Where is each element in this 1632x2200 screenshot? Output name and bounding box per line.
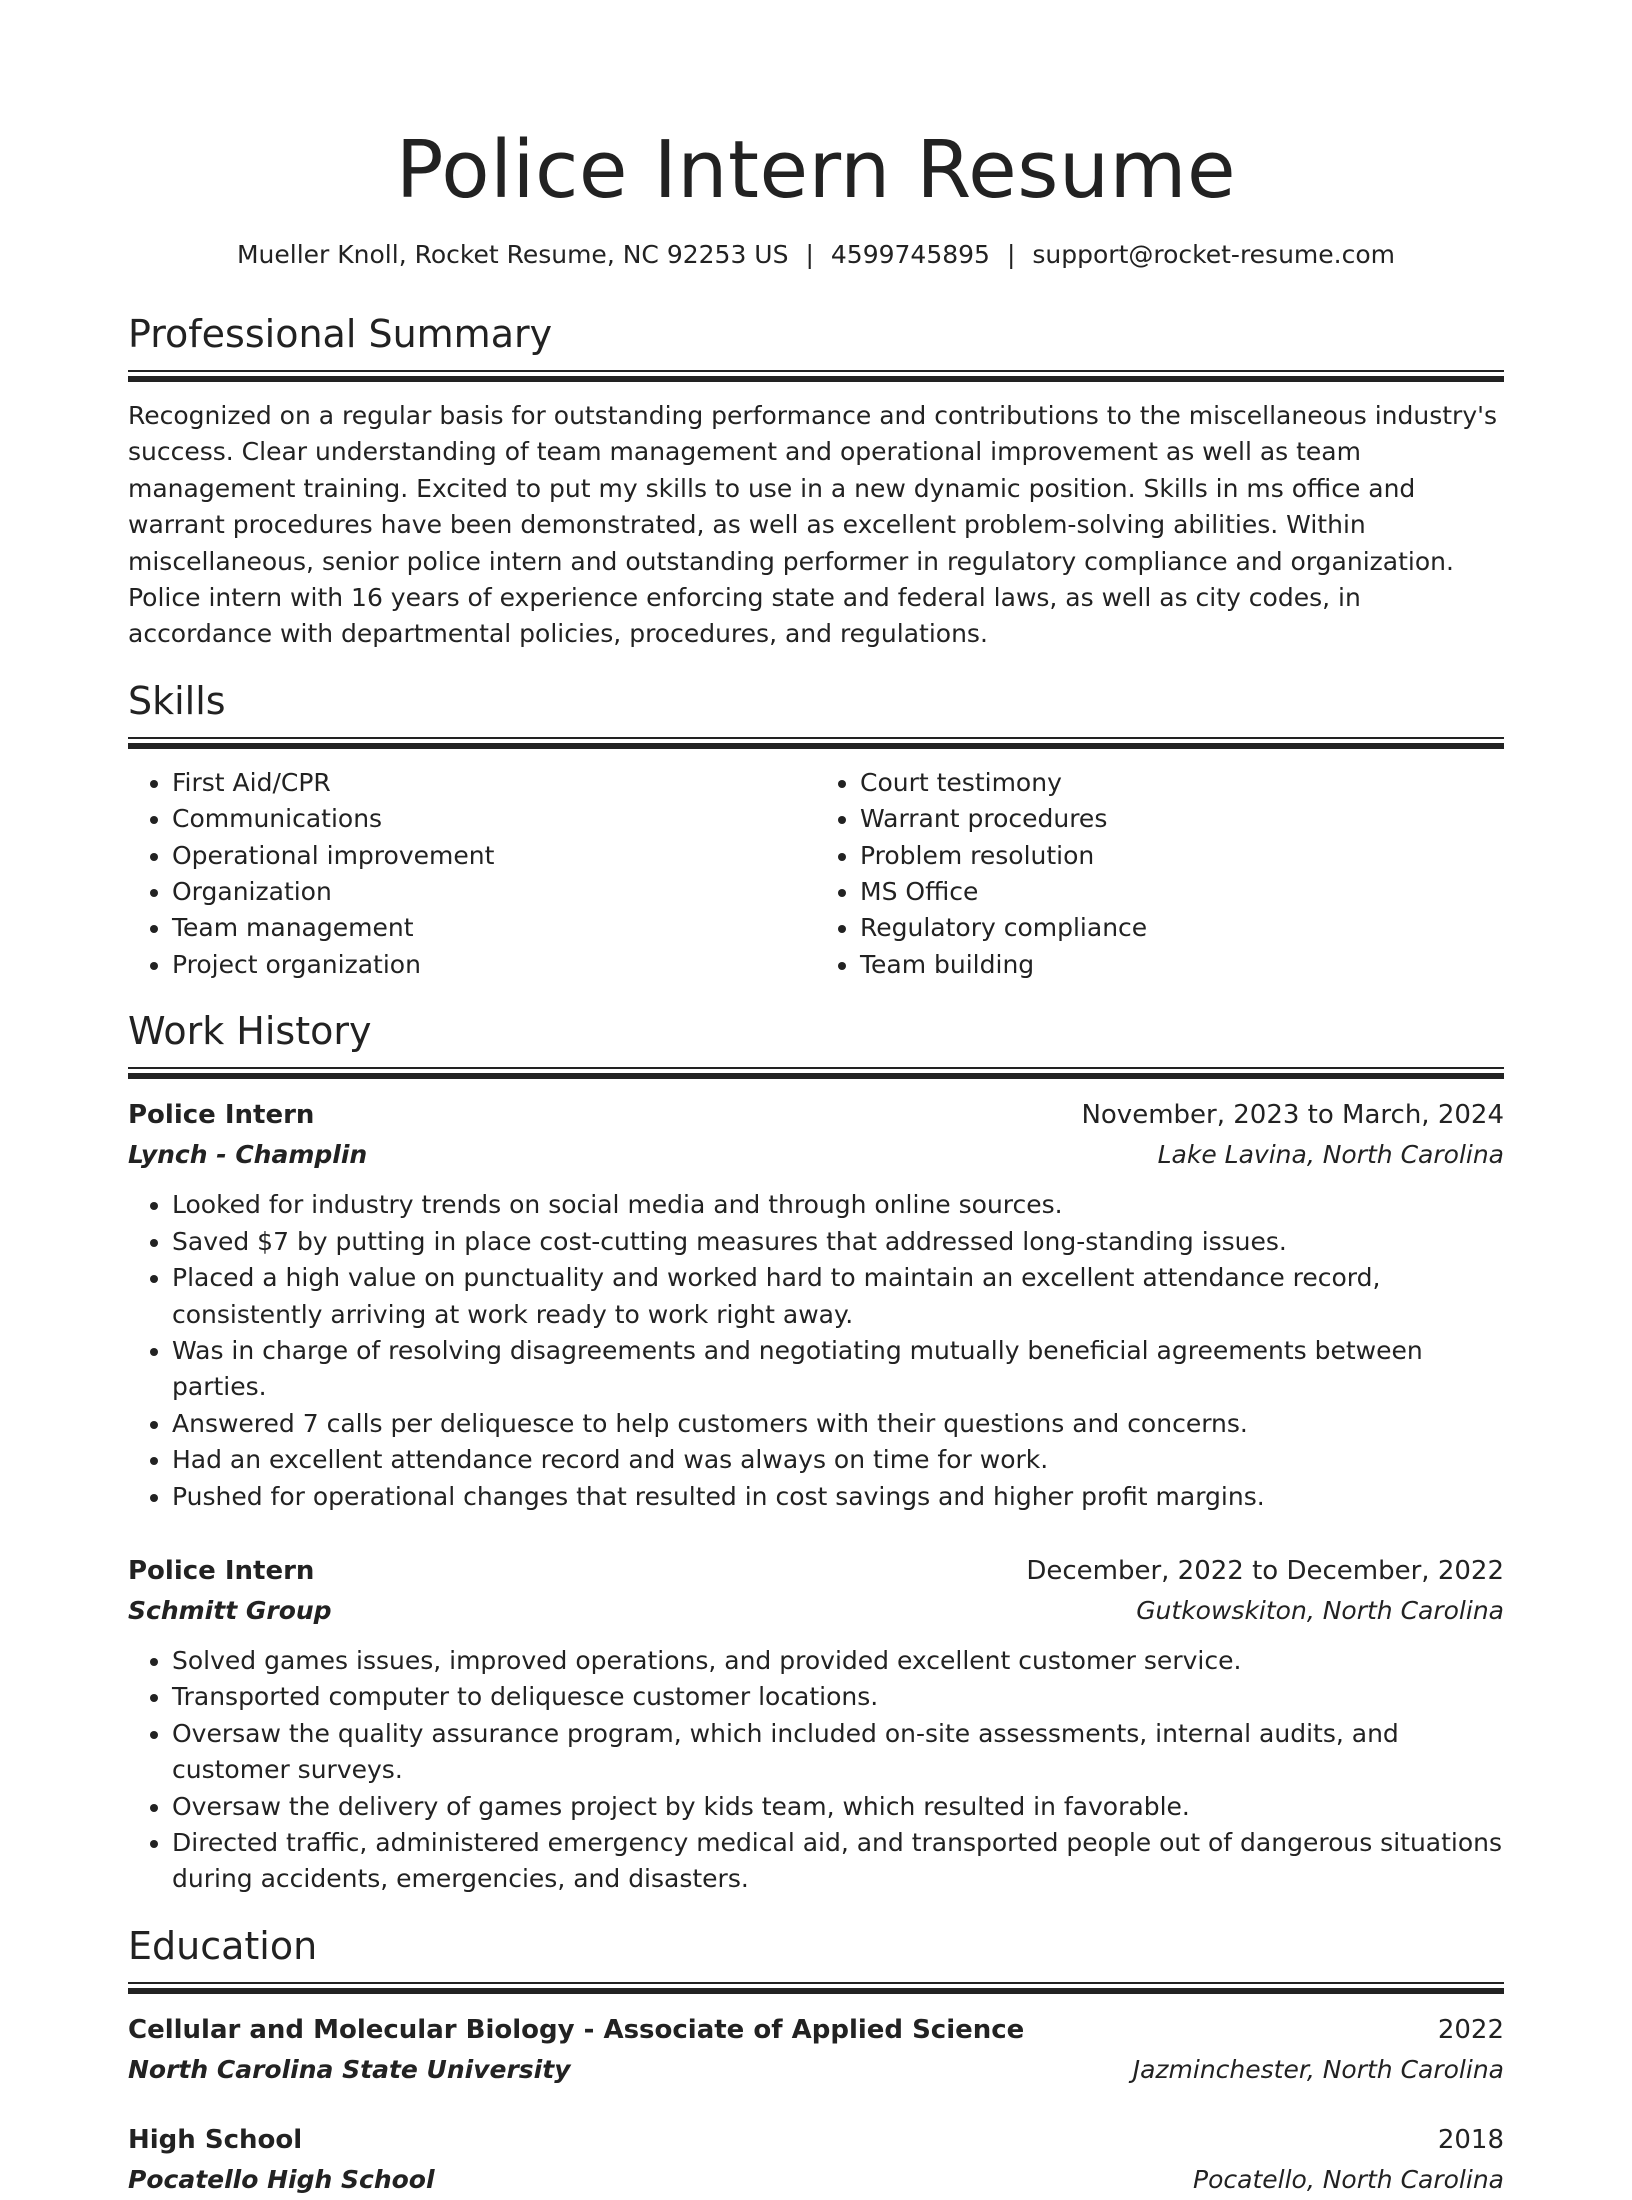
contact-address: Mueller Knoll, Rocket Resume, NC 92253 US	[236, 240, 789, 269]
job-entry	[128, 1095, 1504, 1515]
education-degree: High School	[128, 2124, 303, 2155]
section-divider	[128, 1067, 1504, 1081]
education-school: Pocatello High School	[128, 2164, 435, 2194]
job-bullet: • Saved $7 by putting in place cost-cutting measures that addressed long-standing issues.	[172, 1224, 1504, 1260]
job-bullet: • Pushed for operational changes that resulted in cost savings and higher profit margins.	[172, 1479, 1504, 1515]
contact-email: support@rocket-resume.com	[1032, 240, 1396, 269]
skill-item: • Team management	[172, 910, 816, 946]
skill-item: • Communications	[172, 801, 816, 837]
skill-item: • Court testimony	[860, 765, 1504, 801]
education-year: 2018	[1437, 2124, 1504, 2155]
summary-section	[128, 312, 1504, 653]
education-heading: Education	[128, 1923, 318, 1968]
skill-item: • Team building	[860, 947, 1504, 983]
job-company-row	[128, 1591, 1504, 1631]
skill-item: • Operational improvement	[172, 838, 816, 874]
job-bullet: • Oversaw the quality assurance program, which included on-site assessments, internal audits, and customer surveys.	[172, 1716, 1504, 1789]
education-entry	[128, 2120, 1504, 2200]
skill-item: • Problem resolution	[860, 838, 1504, 874]
education-year: 2022	[1437, 2014, 1504, 2045]
contact-separator: |	[1006, 240, 1016, 269]
education-school-row	[128, 2050, 1504, 2090]
summary-text: Recognized on a regular basis for outstanding performance and contributions to the miscellaneous industry's success. Clear understanding of team management and operational improvement as well as team management training. Excited to put my skills to use in a new dynamic position. Skills in ms office and warrant procedures have been demonstrated, as well as excellent problem-solving abilities. Within miscellaneous, senior police intern and outstanding performer in regulatory compliance and organization. Police intern with 16 years of experience enforcing state and federal laws, as well as city codes, in accordance with departmental policies, procedures, and regulations.	[128, 401, 1498, 649]
job-bullet: • Directed traffic, administered emergency medical aid, and transported people out of dangerous situations during accidents, emergencies, and disasters.	[172, 1825, 1504, 1898]
job-title: Police Intern	[128, 1555, 315, 1586]
skills-column-left	[128, 765, 816, 983]
job-company: Schmitt Group	[128, 1595, 332, 1625]
job-bullet: • Oversaw the delivery of games project by kids team, which resulted in favorable.	[172, 1789, 1504, 1825]
section-divider	[128, 737, 1504, 751]
job-location: Gutkowskiton, North Carolina	[1136, 1595, 1504, 1625]
job-header-row	[128, 1551, 1504, 1591]
education-section	[128, 1924, 1504, 2200]
education-school-row	[128, 2160, 1504, 2200]
education-degree: Cellular and Molecular Biology - Associate of Applied Science	[128, 2014, 1025, 2045]
skill-item: • First Aid/CPR	[172, 765, 816, 801]
job-bullet: • Looked for industry trends on social media and through online sources.	[172, 1187, 1504, 1223]
job-bullet: • Was in charge of resolving disagreements and negotiating mutually beneficial agreements between parties.	[172, 1333, 1504, 1406]
job-bullet: • Placed a high value on punctuality and worked hard to maintain an excellent attendance record, consistently arriving at work ready to work right away.	[172, 1260, 1504, 1333]
skills-heading: Skills	[128, 678, 226, 723]
job-bullet: • Had an excellent attendance record and was always on time for work.	[172, 1442, 1504, 1478]
contact-separator: |	[805, 240, 814, 269]
contact-line	[128, 238, 1504, 272]
education-location: Jazminchester, North Carolina	[1132, 2054, 1504, 2084]
job-dates: December, 2022 to December, 2022	[1026, 1555, 1504, 1586]
education-school: North Carolina State University	[128, 2054, 571, 2084]
skills-column-right	[816, 765, 1504, 983]
resume-title: Police Intern Resume	[395, 124, 1237, 216]
job-header-row	[128, 1095, 1504, 1135]
skill-item: • Organization	[172, 874, 816, 910]
work-history-heading: Work History	[128, 1009, 372, 1054]
summary-heading: Professional Summary	[128, 312, 553, 356]
education-header-row	[128, 2120, 1504, 2160]
education-location: Pocatello, North Carolina	[1193, 2164, 1504, 2194]
skill-item: • MS Office	[860, 874, 1504, 910]
job-location: Lake Lavina, North Carolina	[1157, 1140, 1504, 1170]
contact-phone: 4599745895	[830, 240, 990, 269]
job-bullets	[128, 1187, 1504, 1515]
job-company: Lynch - Champlin	[128, 1140, 368, 1170]
skill-item: • Warrant procedures	[860, 801, 1504, 837]
job-bullets	[128, 1643, 1504, 1898]
section-divider	[128, 370, 1504, 384]
job-title: Police Intern	[128, 1100, 315, 1131]
job-company-row	[128, 1135, 1504, 1175]
skills-list	[128, 765, 1504, 983]
job-bullet: • Solved games issues, improved operations, and provided excellent customer service.	[172, 1643, 1504, 1679]
job-dates: November, 2023 to March, 2024	[1081, 1100, 1504, 1131]
skills-section	[128, 679, 1504, 983]
job-entry	[128, 1551, 1504, 1898]
skill-item: • Project organization	[172, 947, 816, 983]
education-entry	[128, 2010, 1504, 2090]
skill-item: • Regulatory compliance	[860, 910, 1504, 946]
section-divider	[128, 1982, 1504, 1996]
job-bullet: • Answered 7 calls per deliquesce to help customers with their questions and concerns.	[172, 1406, 1504, 1442]
education-header-row	[128, 2010, 1504, 2050]
work-history-section	[128, 1009, 1504, 1898]
job-bullet: • Transported computer to deliquesce customer locations.	[172, 1679, 1504, 1715]
